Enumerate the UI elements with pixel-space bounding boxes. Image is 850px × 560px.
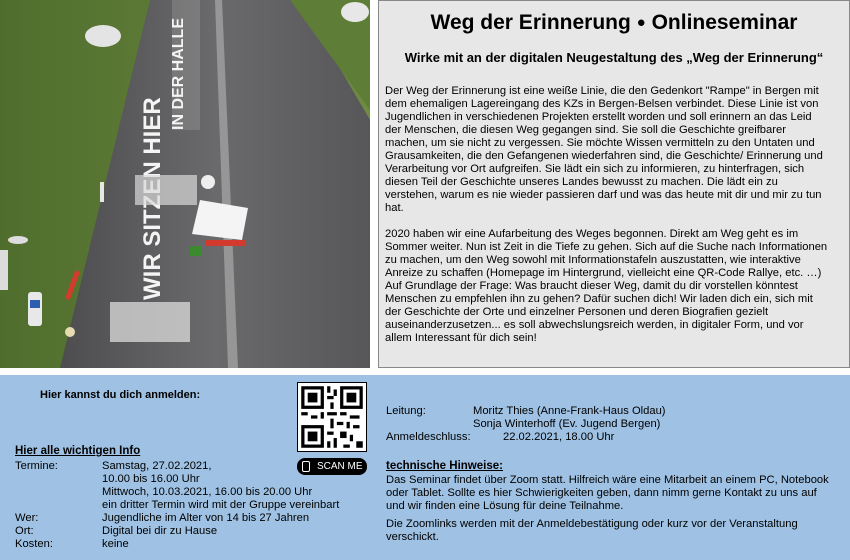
leader-1: Moritz Thies (Anne-Frank-Haus Oldau) [473, 405, 666, 417]
leadership-row [386, 405, 666, 418]
leadership-row-2 [386, 418, 661, 431]
registration-heading: Hier kannst du dich anmelden: [40, 389, 201, 401]
description-paragraph-1: Der Weg der Erinnerung ist eine weiße Linie, die den Gedenkort "Rampe" in Bergen mit dem ehemaligen Lagereingang des KZs in Bergen-Belsen verbindet. Diese Linie ist von Jugendlichen in verschiedenen Projekten erstellt worden und soll erinnern an das Leid der Menschen, die diesen Weg gegangen sind. Sie soll die Geschichte greifbarer machen, um sie nicht zu vergessen. Sie möchte Wissen vermitteln zu den Untaten und Grausamkeiten, die den Gefangenen wiederfahren sind, die Geschichte/ Erinnerung und Verarbeitung vor Ort aufgreifen. Sie lädt ein sich zu informieren, zu hinterfragen, sich diesen Teil der Geschichte unseres Landes bewusst zu machen. Die lädt ein zu verstehen, warum es nie wieder passieren darf und was das heute mit dir und mir zu tun hat. [385, 85, 823, 214]
tech-body [386, 474, 831, 549]
info-value [102, 460, 339, 512]
info-value: keine [102, 538, 129, 550]
info-row-who [15, 512, 339, 525]
info-heading: Hier alle wichtigen Info [15, 445, 141, 457]
description-paragraph-2: 2020 haben wir eine Aufarbeitung des Weges begonnen. Direkt am Weg geht es im Sommer weiter. Nun ist Zeit in die Tiefe zu gehen. Sich auf die Suche nach Informationen zu machen, um den Weg sowohl mit Informationstafeln auszustatten, wie interaktive Anreize zu schaffen (Homepage im Hintergrund, vielleicht eine QR-Code Rallye, etc. …) Auf Grundlage der Frage: Was braucht dieser Weg, damit du dir vorstellen könntest Menschen zu empfehlen ihn zu gehen? Dafür suchen dich! Wir laden dich ein, sich mit der Geschichte der Orte und einzelner Personen und deren Biografien gezielt auseinanderzusetzen... es soll abwechslungsreich werden, in digitaler Form, und vor allem Interessant für dich sein! [385, 228, 828, 344]
info-table [15, 460, 339, 551]
info-line: Samstag, 27.02.2021, [102, 460, 212, 472]
photo-illustration [0, 0, 370, 368]
info-row-cost [15, 538, 339, 551]
tech-heading: technische Hinweise: [386, 460, 503, 472]
info-value: Jugendliche im Alter von 14 bis 27 Jahren [102, 512, 310, 524]
info-label: Kosten: [15, 538, 53, 550]
road-photo [0, 0, 370, 368]
title-part2: Onlineseminar [651, 11, 798, 34]
info-label: Ort: [15, 525, 34, 537]
info-line: Mittwoch, 10.03.2021, 16.00 bis 20.00 Uhr [102, 486, 313, 498]
info-label: Wer: [15, 512, 39, 524]
info-value: Digital bei dir zu Hause [102, 525, 218, 537]
page-title [379, 11, 849, 35]
leadership-label: Leitung: [386, 405, 426, 417]
tech-paragraph-1: Das Seminar findet über Zoom statt. Hilfreich wäre eine Mitarbeit an einem PC, Notebook oder Tablet. Sollte es hier Schwierigkeiten geben, dann nimm gerne Kontakt zu uns auf und wir finden eine Lösung für deine Teilnahme. [386, 474, 829, 512]
title-part1: Weg der Erinnerung [430, 11, 631, 34]
title-separator: ● [636, 14, 646, 31]
page-subtitle: Wirke mit an der digitalen Neugestaltung des „Weg der Erinnerung“ [404, 50, 824, 65]
tech-paragraph-2: Die Zoomlinks werden mit der Anmeldebestätigung oder kurz vor der Veranstaltung verschickt. [386, 518, 798, 543]
info-line: ein dritter Termin wird mit der Gruppe vereinbart [102, 499, 340, 511]
qr-code-graphic [298, 383, 366, 451]
deadline-label: Anmeldeschluss: [386, 431, 471, 443]
info-row-place [15, 525, 339, 538]
scan-me-label: SCAN ME [317, 461, 363, 472]
info-line: 10.00 bis 16.00 Uhr [102, 473, 200, 485]
deadline-value: 22.02.2021, 18.00 Uhr [503, 431, 615, 443]
info-row-dates [15, 460, 339, 512]
info-label: Termine: [15, 460, 58, 472]
qr-code-icon[interactable] [297, 382, 367, 452]
description-body [385, 85, 829, 358]
leader-2: Sonja Winterhoff (Ev. Jugend Bergen) [473, 418, 661, 430]
leadership-block [386, 405, 666, 444]
seminar-info-panel [378, 0, 850, 368]
painted-text-1: IN DER HALLE [170, 18, 187, 130]
deadline-row [386, 431, 615, 444]
